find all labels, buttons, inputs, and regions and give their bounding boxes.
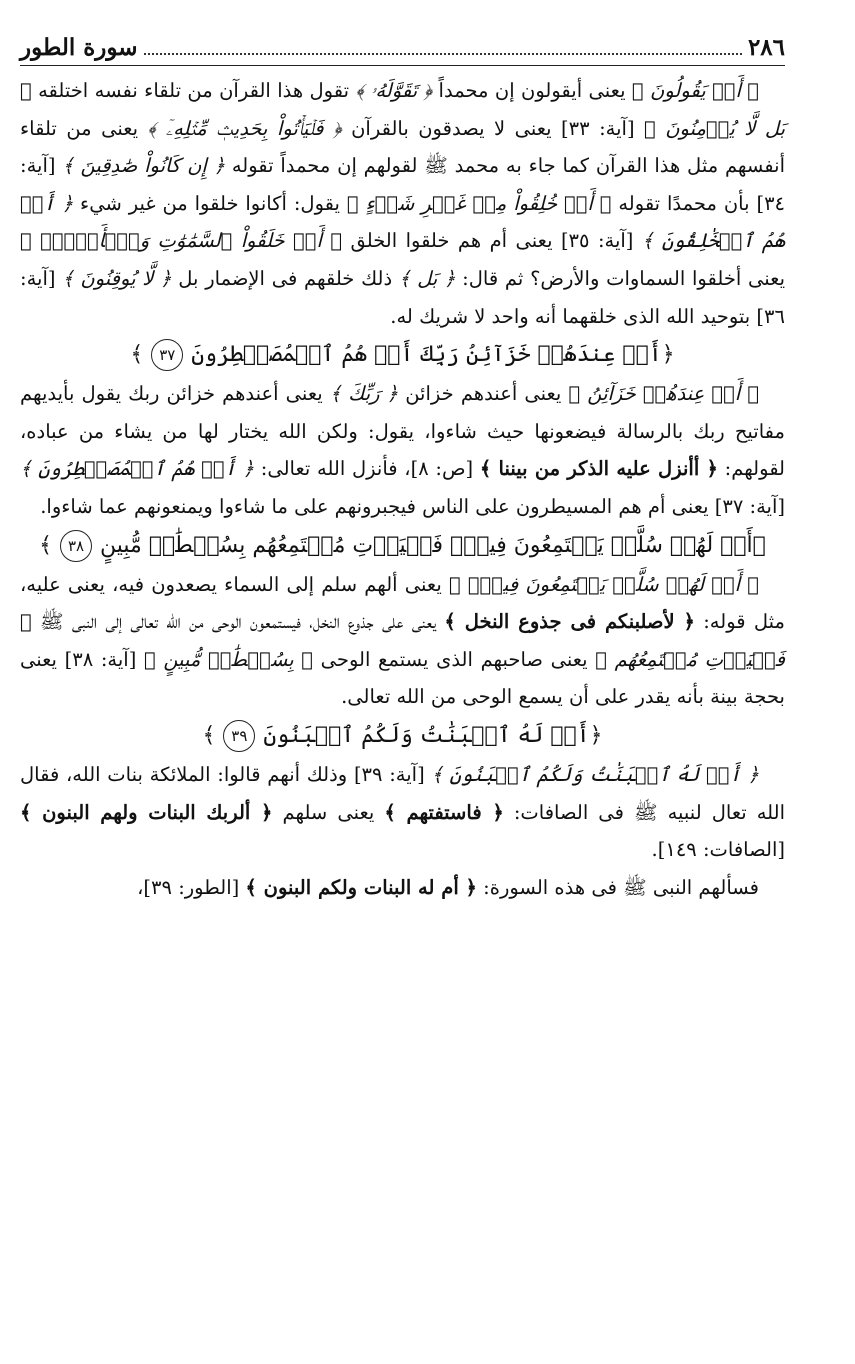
quran-verse-line (20, 526, 785, 566)
quran-quote: ﴿ بَل لَّا يُؤۡمِنُونَ ﴾ (20, 79, 786, 140)
surah-title: سورة الطور (20, 34, 138, 61)
quran-quote: ﴿ فَلۡيَأۡتُواْ بِحَدِيثٖ مِّثۡلِهِۦٓ ﴾ (147, 116, 342, 140)
commentary-paragraph (20, 869, 785, 907)
commentary-text: يعنى من تلقاء أنفسهم مثل هذا القرآن كما جاء به محمد ﷺ لقولهم إن محمداً تقوله (20, 116, 786, 178)
commentary-text: ذلك خلقهم فى الإضمار بل (171, 266, 399, 290)
bold-quote: ﴿ ألربك البنات ولهم البنون ﴾ (20, 800, 273, 824)
verse-number-badge: ٣٧ (151, 339, 183, 371)
verse-text: ﴿أَمۡ لَهُ ٱلۡبَنَٰتُ وَلَكُمُ ٱلۡبَنُونَ (263, 722, 603, 748)
header-dotted-leader (144, 41, 742, 55)
commentary-text: [آية: ٣٤] بأن محمدًا تقوله (20, 154, 786, 215)
commentary-text: يعنى أعندهم خزائن ربك يقول بأيديهم مفاتيح ربك بالرسالة فيضعونها حيث شاءوا، يقول: ولكن الله يختار لها من يشاء من عباده، لقولهم: (20, 382, 786, 481)
commentary-text: [آية: ٣٩] وذلك أنهم قالوا: الملائكة بنات الله، فقال الله تعال لنبيه ﷺ فى الصافات: (20, 762, 785, 824)
bold-quote: ﴿ فاستفتهم ﴾ (384, 800, 504, 824)
commentary-paragraph (20, 72, 785, 335)
commentary-text: [آية: ٣٣] يعنى لا يصدقون بالقرآن (341, 116, 645, 140)
quran-quote: ﴿ فَلۡيَأۡتِ مُسۡتَمِعُهُم ﴾ (20, 610, 786, 671)
commentary-text: [آية: ٣٦] بتوحيد الله الذى خلقهما أنه واحد لا شريك له. (20, 266, 785, 328)
commentary-text: يعنى أيقولون إن محمداً (432, 79, 632, 102)
verse-text: ﴿أَمۡ لَهُمۡ سُلَّمٞ يَسۡتَمِعُونَ فِيهِۖ فَلۡيَأۡتِ مُسۡتَمِعُهُم بِسُلۡطَٰنٖ مُّبِينٍ (100, 532, 766, 558)
bold-quote: ﴿ أم له البنات ولكم البنون ﴾ (245, 875, 477, 899)
verse-close-bracket: ﴾ (202, 722, 216, 748)
page-body (20, 72, 785, 906)
verse-close-bracket: ﴾ (130, 342, 144, 368)
verse-close-bracket: ﴾ (39, 532, 53, 558)
quran-quote: ﴿ أَمۡ هُمُ ٱلۡخَٰلِقُونَ ﴾ (20, 191, 785, 253)
quran-quote: ﴿ أَمۡ عِندَهُمۡ خَزَآئِنُ ﴾ (568, 382, 760, 406)
quran-quote: ﴿ لَّا يُوقِنُونَ ﴾ (62, 266, 172, 290)
commentary-paragraph (20, 566, 785, 716)
commentary-paragraph (20, 756, 785, 869)
verse-number-badge: ٣٩ (223, 720, 255, 752)
bold-quote: ﴿ لأصلبنكم فى جذوع النخل ﴾ (444, 610, 695, 634)
bold-quote: ﴿ أأنزل عليه الذكر من بيننا ﴾ (479, 457, 718, 481)
quran-quote: ﴿ أَمۡ هُمُ ٱلۡمُصَيۡطِرُونَ ﴾ (20, 457, 255, 481)
commentary-text: [الصافات: ١٤٩]. (651, 838, 785, 862)
quran-quote: ﴿ أَمۡ يَقُولُونَ ﴾ (631, 79, 760, 102)
commentary-text: يقول: أكانوا خلقوا من غير شيء (73, 191, 347, 215)
commentary-text: يعنى أخلقوا السماوات والأرض؟ ثم قال: (455, 266, 786, 290)
commentary-text: [الطور: ٣٩]، (137, 875, 246, 899)
commentary-text: [آية: ٣٥] يعنى أم هم خلقوا الخلق (342, 229, 642, 253)
verse-text: ﴿أَمۡ عِندَهُمۡ خَزَآئِنُ رَبِّكَ أَمۡ هُمُ ٱلۡمُصَيۡطِرُونَ (191, 342, 675, 368)
commentary-text: فسألهم النبى ﷺ فى هذه السورة: (476, 875, 759, 899)
commentary-text: [ص: ٨]، فأنزل الله تعالى: (254, 457, 480, 481)
commentary-text: يعنى ألهم سلم إلى السماء يصعدون فيه، يعنى عليه، مثل قوله: (20, 572, 785, 634)
quran-quote: ﴿ إِن كَانُواْ صَٰدِقِينَ ﴾ (62, 154, 226, 178)
commentary-text: [آية: ٣٧] يعنى أم هم المسيطرون على الناس فيجبرونهم على ما شاءوا ويمنعونهم عما شاءوا. (40, 494, 785, 518)
quran-verse-line (20, 716, 785, 756)
verse-number-badge: ٣٨ (60, 530, 92, 562)
commentary-text: يعنى صاحبهم الذى يستمع الوحى (313, 647, 596, 671)
commentary-text: [آية: ٣٨] يعنى بحجة بينة بأنه يقدر على أن يسمع الوحى من الله تعالى. (20, 647, 785, 709)
quran-quote: ﴿ أَمۡ خَلَقُواْ ٱلسَّمَٰوَٰتِ وَٱلۡأَرۡضَۚ ﴾ (20, 229, 343, 253)
quran-quote: ﴿ بِسُلۡطَٰنٖ مُّبِينٍ ﴾ (143, 647, 314, 671)
quran-quote: ﴿ بَل ﴾ (398, 266, 456, 290)
quran-quote: ﴿ أَمۡ لَهُ ٱلۡبَنَٰتُ وَلَكُمُ ٱلۡبَنُونَ ﴾ (431, 762, 759, 786)
page-number: ٢٨٦ (747, 34, 785, 61)
commentary-text: يعنى أعندهم خزائن (398, 382, 569, 406)
commentary-paragraph (20, 375, 785, 525)
quran-verse-line (20, 335, 785, 375)
quran-quote: ﴿ رَبِّكَ ﴾ (329, 382, 399, 406)
quran-quote: ﴿ أَمۡ لَهُمۡ سُلَّمٞ يَسۡتَمِعُونَ فِيهِۖ ﴾ (448, 572, 759, 596)
commentary-text: تقول هذا القرآن من تلقاء نفسه اختلقه (31, 79, 356, 102)
commentary-text: يعنى سلهم (272, 800, 385, 824)
page-header (20, 34, 785, 66)
quran-quote: ﴿ أَمۡ خُلِقُواْ مِنۡ غَيۡرِ شَيۡءٍ ﴾ (346, 191, 612, 215)
quran-quote: ﴿ تَقَوَّلَهُۥ ﴾ (355, 79, 433, 102)
commentary-text: يعنى على جذوع النخل، فيستمعون الوحى من الله تعالى إلى النبى ﷺ (31, 610, 445, 634)
